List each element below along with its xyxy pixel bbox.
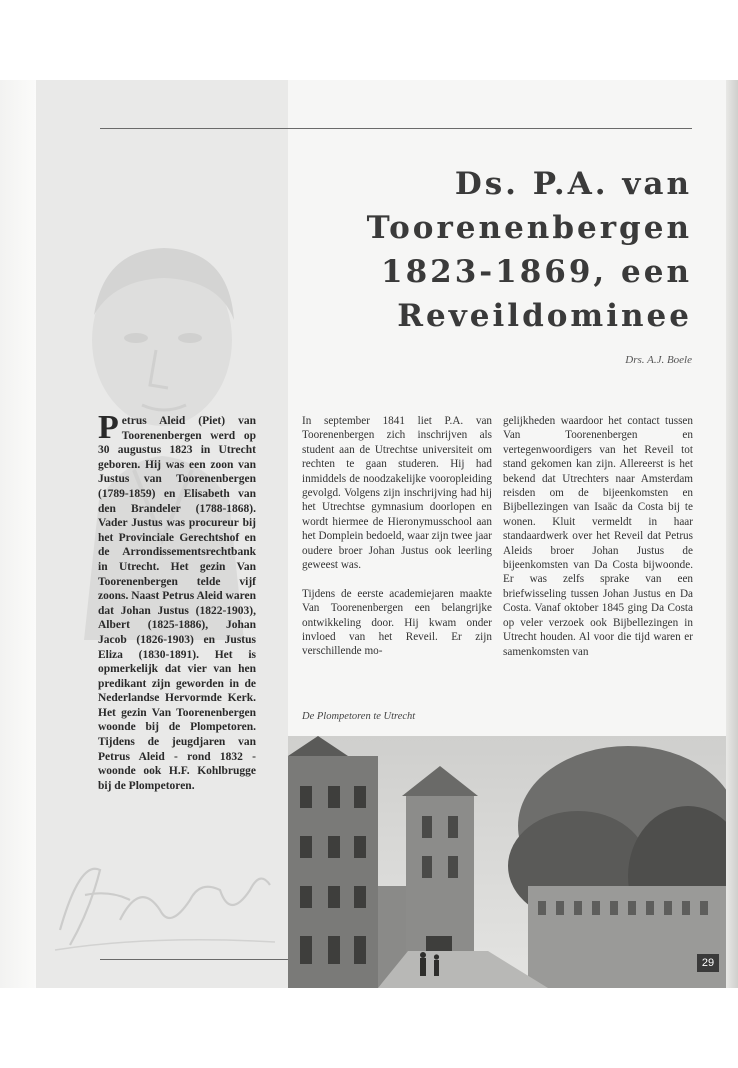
- article-title: [292, 162, 692, 338]
- photo-caption: De Plompetoren te Utrecht: [302, 711, 416, 722]
- sidebar-intro-text: etrus Aleid (Piet) van Toorenenbergen werd op 30 augustus 1823 in Utrecht geboren. Hij was een zoon van Justus van Toorenenbergen (1789-1859) en Elisabeth van den Brandeler (1788-1868). Vader Justus was procureur bij het Provinciale Gerechtshof en de Arrondissementsrechtbank in Utrecht. Het gezin Van Toorenenbergen telde vijf zoons. Naast Petrus Aleid waren dat Johan Justus (1822-1903), Albert (1825-1886), Johan Jacob (1826-1903) en Justus Eliza (1830-1891). Het is opmerkelijk dat vier van hen predikant zijn geworden in de Nederlandse Hervormde Kerk. Het gezin Van Toorenenbergen woonde bij de Plompetoren. Tijdens de jeugdjaren van Petrus Aleid - rond 1832 - woonde ook H.F. Kohlbrugge bij de Plompetoren.: [98, 415, 256, 792]
- title-line-3: 1823-1869, een: [381, 254, 692, 290]
- signature-illustration: [50, 850, 280, 960]
- title-line-1: Ds. P.A. van: [454, 166, 692, 202]
- body-paragraph: In september 1841 liet P.A. van Toorenenbergen zich inschrijven als student aan de Utrechtse universiteit om rechten te gaan studeren. Hij had inmiddels de noodzakelijke vooropleiding gevolgd. Volgens zijn inschrijving had hij het Utrechtse gymnasium doorlopen en wordt hiermee de Hieronymusschool aan het Domplein bedoeld, waar zijn twee jaar oudere broer Johan Justus ook leerling geweest was.: [302, 415, 492, 572]
- body-paragraph: gelijkheden waardoor het contact tussen Van Toorenenbergen en vertegenwoordigers van het Reveil tot stand gekomen kan zijn. Allereerst is het bekend dat Utrechters naar Amsterdam reisden om de bijeenkomsten en Bijbellezingen van Isaäc da Costa bij te wonen. Kluit vermeldt in haar standaardwerk over het Reveil dat Petrus Aleids broer Johan Justus de bijeenkomsten van Da Costa bijwoonde. Er was zelfs sprake van een briefwisseling tussen Johan Justus en Da Costa. Vanaf oktober 1845 ging Da Costa op veler verzoek ook Bijbellezingen in Utrecht houden. Al voor die tijd waren er samenkomsten van: [503, 415, 693, 658]
- bottom-rule: [100, 959, 288, 960]
- body-column-1: [302, 414, 492, 673]
- plompetoren-engraving: [288, 736, 730, 988]
- body-column-2: [503, 414, 693, 673]
- drop-cap: P: [98, 409, 119, 446]
- title-line-4: Reveildominee: [397, 298, 692, 334]
- author-byline: Drs. A.J. Boele: [625, 354, 692, 366]
- body-paragraph: Tijdens de eerste academiejaren maakte Van Toorenenbergen een belangrijke ontwikkeling door. Hij kwam onder invloed van het Reveil. Er zijn verschillende mo-: [302, 587, 492, 658]
- page-spine: [0, 80, 36, 988]
- page-number: 29: [697, 954, 719, 972]
- top-rule: [100, 128, 692, 129]
- sidebar-intro: [98, 409, 256, 793]
- magazine-page: [0, 80, 738, 988]
- title-line-2: Toorenenbergen: [366, 210, 692, 246]
- page-edge: [726, 80, 738, 988]
